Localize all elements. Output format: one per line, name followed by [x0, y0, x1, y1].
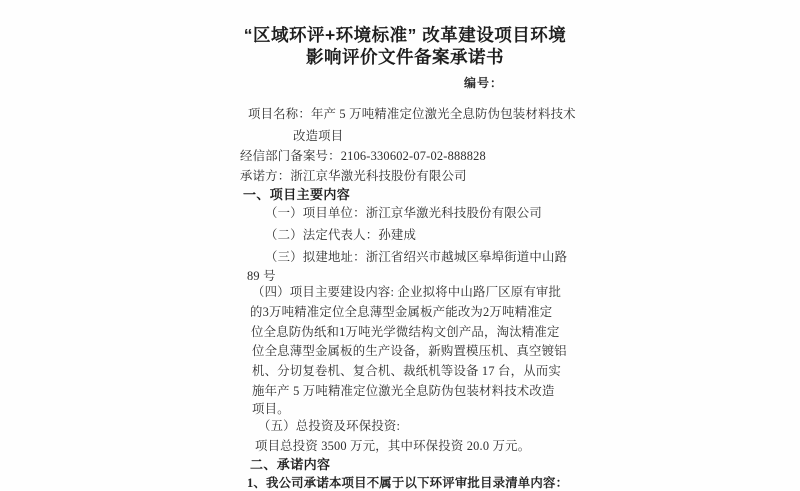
proposed-address-line: （三）拟建地址：浙江省绍兴市越城区皋埠街道中山路: [265, 250, 568, 264]
project-unit-line: （一）项目单位：浙江京华激光科技股份有限公司: [265, 206, 542, 220]
section-2-heading: 二、承诺内容: [250, 457, 331, 472]
construction-content-line-4: 位全息薄型金属板的生产设备，新购置模压机、真空镀铝: [252, 344, 567, 358]
construction-content-line-1: （四）项目主要建设内容: 企业拟将中山路厂区原有审批: [252, 285, 562, 299]
investment-heading-line: （五）总投资及环保投资:: [258, 419, 401, 433]
promisor-line: 承诺方：浙江京华激光科技股份有限公司: [240, 169, 467, 183]
document-title-line-1: “区域环评+环境标准” 改革建设项目环境: [243, 25, 567, 45]
construction-content-line-5: 机、分切复卷机、复合机、裁纸机等设备 17 台，从而实: [252, 364, 561, 378]
construction-content-line-2: 的3万吨精准定位全息薄型金属板产能改为2万吨精准定: [250, 305, 553, 319]
investment-amount-line: 项目总投资 3500 万元，其中环保投资 20.0 万元。: [255, 439, 531, 453]
commitment-item-1-line: 1、我公司承诺本项目不属于以下环评审批目录清单内容：: [247, 476, 569, 490]
filing-number-line: 经信部门备案号：2106-330602-07-02-888828: [240, 149, 486, 163]
legal-representative-line: （二）法定代表人：孙建成: [265, 228, 417, 242]
construction-content-line-6: 施年产 5 万吨精准定位激光全息防伪包装材料技术改造: [252, 384, 555, 398]
section-1-heading: 一、项目主要内容: [243, 187, 351, 202]
project-name-line-2: 改造项目: [293, 129, 344, 143]
proposed-address-line-2: 89 号: [247, 269, 276, 283]
document-title-line-2: 影响评价文件备案承诺书: [306, 47, 504, 67]
document-body: [240, 0, 576, 490]
project-name-line: 项目名称：年产 5 万吨精准定位激光全息防伪包装材料技术: [248, 107, 576, 121]
construction-content-line-3: 位全息防伪纸和1万吨光学微结构文创产品，淘汰精准定: [251, 325, 560, 339]
serial-number-label: 编号：: [464, 76, 504, 90]
construction-content-line-7: 项目。: [252, 402, 290, 416]
